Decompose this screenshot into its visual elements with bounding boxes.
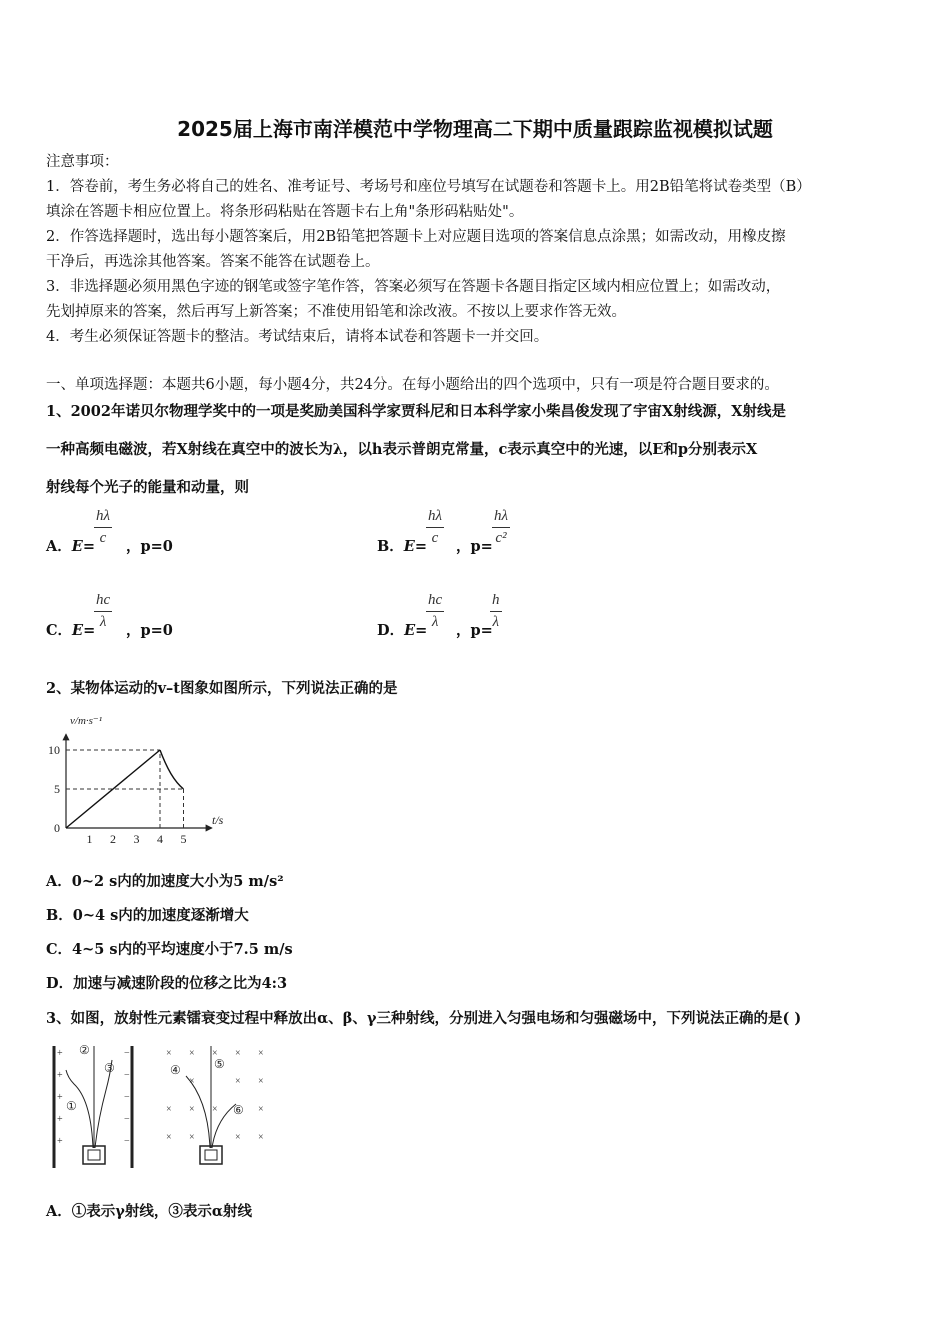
x-tick-label: 3 [133, 832, 140, 846]
option-label: D． [377, 622, 405, 639]
minus-sign: − [124, 1092, 130, 1103]
cross: × [235, 1076, 241, 1087]
minus-sign: − [124, 1070, 130, 1081]
fraction-numerator: hλ [94, 508, 112, 528]
cross: × [212, 1048, 218, 1059]
x-tick-label: 1 [86, 832, 93, 846]
plus-sign: + [57, 1114, 63, 1125]
cross: × [189, 1048, 195, 1059]
radiation-figure [46, 1040, 276, 1175]
cross: × [258, 1132, 264, 1143]
option-label: A． [46, 538, 72, 555]
plus-sign: + [57, 1048, 63, 1059]
q3-stem: 3、如图，放射性元素镭衰变过程中释放出α、β、γ三种射线，分别进入匀强电场和匀强磁场中，下列说法正确的是( ) [46, 1010, 802, 1027]
vt-chart [44, 710, 244, 850]
q1-d-momentum-fraction [490, 592, 502, 631]
q1-a-energy-fraction [94, 508, 112, 547]
plus-sign: + [57, 1070, 63, 1081]
option-label: B． [377, 538, 404, 555]
fraction-denominator: c [431, 530, 439, 546]
fraction-denominator: c² [495, 530, 507, 546]
source-box-left [83, 1146, 105, 1164]
notice-item-2-line-1: 2．作答选择题时，选出每小题答案后，用2B铅笔把答题卡上对应题目选项的答案信息点涂黑；如需改动，用橡皮擦 [46, 229, 786, 245]
x-tick-label: 4 [157, 832, 163, 846]
notice-item-3-line-1: 3．非选择题必须用黑色字迹的钢笔或签字笔作答，答案必须写在答题卡各题目指定区域内相应位置上；如需改动， [46, 279, 781, 295]
q1-b-momentum-fraction [492, 508, 510, 547]
y-axis-label: v/m·s⁻¹ [70, 715, 103, 727]
q1-option-b[interactable] [377, 535, 427, 556]
q3-option-a[interactable]: A．①表示γ射线，③表示α射线 [46, 1203, 252, 1220]
q1-c-energy-fraction [94, 592, 112, 631]
q1-b-energy-fraction [426, 508, 444, 547]
q1-stem-line-3: 射线每个光子的能量和动量，则 [46, 479, 249, 496]
minus-sign: − [124, 1136, 130, 1147]
q1-c-momentum: ，p=0 [126, 622, 173, 639]
y-tick-label: 5 [54, 782, 60, 796]
q1-b-momentum: ，p= [456, 538, 493, 555]
notice-item-4: 4．考生必须保证答题卡的整洁。考试结束后，请将本试卷和答题卡一并交回。 [46, 329, 549, 345]
q2-option-c[interactable]: C．4~5 s内的平均速度小于7.5 m/s [46, 941, 293, 958]
marker-3: ③ [104, 1061, 115, 1075]
fraction-numerator: hλ [426, 508, 444, 528]
section-heading: 一、单项选择题：本题共6小题，每小题4分，共24分。在每小题给出的四个选项中，只有一项是符合题目要求的。 [46, 377, 779, 393]
source-box-inner [88, 1150, 100, 1160]
notice-item-1-line-2: 填涂在答题卡相应位置上。将条形码粘贴在答题卡右上角"条形码粘贴处"。 [46, 204, 524, 220]
marker-2: ② [79, 1043, 90, 1057]
option-label: C． [46, 622, 73, 639]
q1-option-c[interactable] [46, 619, 95, 640]
page-title: 2025届上海市南洋模范中学物理高二下期中质量跟踪监视模拟试题 [177, 117, 773, 141]
q2-option-b[interactable]: B．0~4 s内的加速度逐渐增大 [46, 907, 249, 924]
marker-6: ⑥ [233, 1103, 244, 1117]
q2-stem: 2、某物体运动的v–t图象如图所示，下列说法正确的是 [46, 680, 398, 697]
minus-signs [124, 1048, 130, 1147]
y-tick-label: 10 [48, 743, 60, 757]
q2-option-d[interactable]: D．加速与减速阶段的位移之比为4:3 [46, 975, 288, 992]
cross: × [258, 1048, 264, 1059]
fraction-numerator: h [490, 592, 502, 612]
energy-symbol: E= [403, 538, 427, 555]
cross: × [235, 1048, 241, 1059]
plus-sign: + [57, 1092, 63, 1103]
cross: × [212, 1104, 218, 1115]
source-box-inner [205, 1150, 217, 1160]
minus-sign: − [124, 1048, 130, 1059]
marker-5: ⑤ [214, 1057, 225, 1071]
cross: × [166, 1104, 172, 1115]
cross: × [258, 1076, 264, 1087]
q2-option-a[interactable]: A．0~2 s内的加速度大小为5 m/s² [46, 873, 284, 890]
notice-heading: 注意事项： [46, 154, 119, 170]
q1-option-d[interactable] [377, 619, 427, 640]
fraction-denominator: λ [492, 614, 499, 630]
x-tick-label: 2 [110, 832, 116, 846]
q1-option-a[interactable] [46, 535, 95, 556]
y-tick-label: 0 [54, 821, 60, 835]
cross: × [189, 1104, 195, 1115]
cross: × [166, 1048, 172, 1059]
q1-stem-line-1: 1、2002年诺贝尔物理学奖中的一项是奖励美国科学家贾科尼和日本科学家小柴昌俊发现了宇宙X射线源，X射线是 [46, 403, 786, 420]
x-tick-label: 5 [180, 832, 187, 846]
minus-sign: − [124, 1114, 130, 1125]
cross: × [235, 1132, 241, 1143]
marker-4: ④ [170, 1063, 181, 1077]
series-decelerating [160, 750, 184, 789]
fraction-numerator: hc [426, 592, 444, 612]
notice-item-2-line-2: 干净后，再选涂其他答案。答案不能答在试题卷上。 [46, 254, 380, 270]
fraction-denominator: c [99, 530, 107, 546]
notice-item-1-line-1: 1．答卷前，考生务必将自己的姓名、准考证号、考场号和座位号填写在试题卷和答题卡上。用2B铅笔将试卷类型（B） [46, 179, 811, 195]
energy-symbol: E= [404, 622, 428, 639]
plus-signs [57, 1048, 63, 1147]
fraction-denominator: λ [431, 614, 439, 630]
x-axis-label: t/s [212, 813, 224, 827]
cross: × [189, 1076, 195, 1087]
fraction-numerator: hλ [492, 508, 510, 528]
cross: × [166, 1132, 172, 1143]
q1-a-momentum: ，p=0 [126, 538, 173, 555]
fraction-denominator: λ [99, 614, 107, 630]
q1-d-momentum: ，p= [456, 622, 493, 639]
marker-1: ① [66, 1099, 77, 1113]
cross: × [189, 1132, 195, 1143]
notice-item-3-line-2: 先划掉原来的答案，然后再写上新答案；不准使用铅笔和涂改液。不按以上要求作答无效。 [46, 304, 626, 320]
q1-d-energy-fraction [426, 592, 444, 631]
fraction-numerator: hc [94, 592, 112, 612]
energy-symbol: E= [72, 622, 96, 639]
energy-symbol: E= [71, 538, 95, 555]
source-box-right [200, 1146, 222, 1164]
plus-sign: + [57, 1136, 63, 1147]
cross: × [258, 1104, 264, 1115]
q1-stem-line-2: 一种高频电磁波，若X射线在真空中的波长为λ，以h表示普朗克常量，c表示真空中的光速，以E和p分别表示X [46, 441, 758, 458]
